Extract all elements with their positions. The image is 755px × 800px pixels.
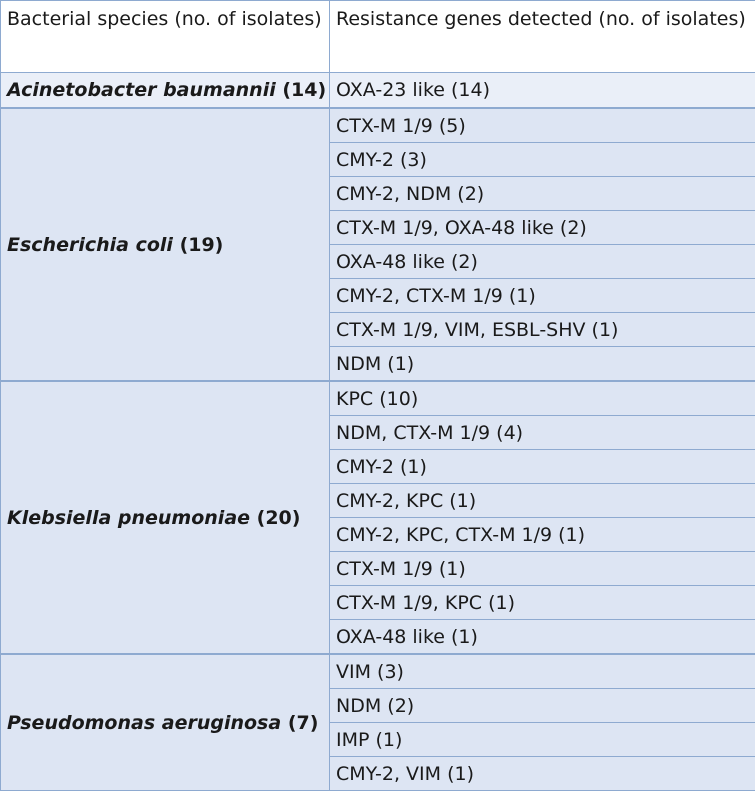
- gene-cell: OXA-48 like (2): [330, 245, 755, 279]
- species-cell: [1, 381, 330, 654]
- table-body: [1, 73, 755, 791]
- gene-cell: VIM (3): [330, 654, 755, 689]
- species-name: Escherichia coli: [7, 233, 173, 256]
- gene-cell: OXA-23 like (14): [330, 73, 755, 109]
- gene-cell: OXA-48 like (1): [330, 620, 755, 655]
- species-count: (20): [256, 506, 301, 529]
- species-name: Pseudomonas aeruginosa: [7, 711, 282, 734]
- header-species: Bacterial species (no. of isolates): [1, 1, 330, 73]
- header-genes: Resistance genes detected (no. of isolates): [330, 1, 755, 73]
- species-cell: [1, 108, 330, 381]
- species-cell: [1, 73, 330, 109]
- gene-cell: CMY-2 (3): [330, 143, 755, 177]
- gene-cell: CTX-M 1/9, VIM, ESBL-SHV (1): [330, 313, 755, 347]
- gene-cell: CTX-M 1/9 (1): [330, 552, 755, 586]
- table-row: [1, 654, 755, 689]
- gene-cell: CMY-2 (1): [330, 450, 755, 484]
- gene-cell: CMY-2, KPC (1): [330, 484, 755, 518]
- gene-cell: KPC (10): [330, 381, 755, 416]
- gene-cell: CTX-M 1/9 (5): [330, 108, 755, 143]
- gene-cell: NDM (2): [330, 689, 755, 723]
- species-name: Klebsiella pneumoniae: [7, 506, 251, 529]
- species-name: Acinetobacter baumannii: [7, 79, 276, 101]
- species-count: (19): [179, 233, 224, 256]
- species-cell: [1, 654, 330, 791]
- species-count: (7): [287, 711, 319, 734]
- gene-cell: CMY-2, CTX-M 1/9 (1): [330, 279, 755, 313]
- header-row: [1, 1, 755, 73]
- gene-cell: CMY-2, KPC, CTX-M 1/9 (1): [330, 518, 755, 552]
- gene-cell: IMP (1): [330, 723, 755, 757]
- gene-cell: NDM, CTX-M 1/9 (4): [330, 416, 755, 450]
- table-row: [1, 73, 755, 109]
- species-count: (14): [282, 79, 327, 101]
- gene-cell: NDM (1): [330, 347, 755, 382]
- table-row: [1, 381, 755, 416]
- gene-cell: CTX-M 1/9, OXA-48 like (2): [330, 211, 755, 245]
- gene-cell: CMY-2, VIM (1): [330, 757, 755, 791]
- gene-cell: CTX-M 1/9, KPC (1): [330, 586, 755, 620]
- table-row: [1, 108, 755, 143]
- gene-cell: CMY-2, NDM (2): [330, 177, 755, 211]
